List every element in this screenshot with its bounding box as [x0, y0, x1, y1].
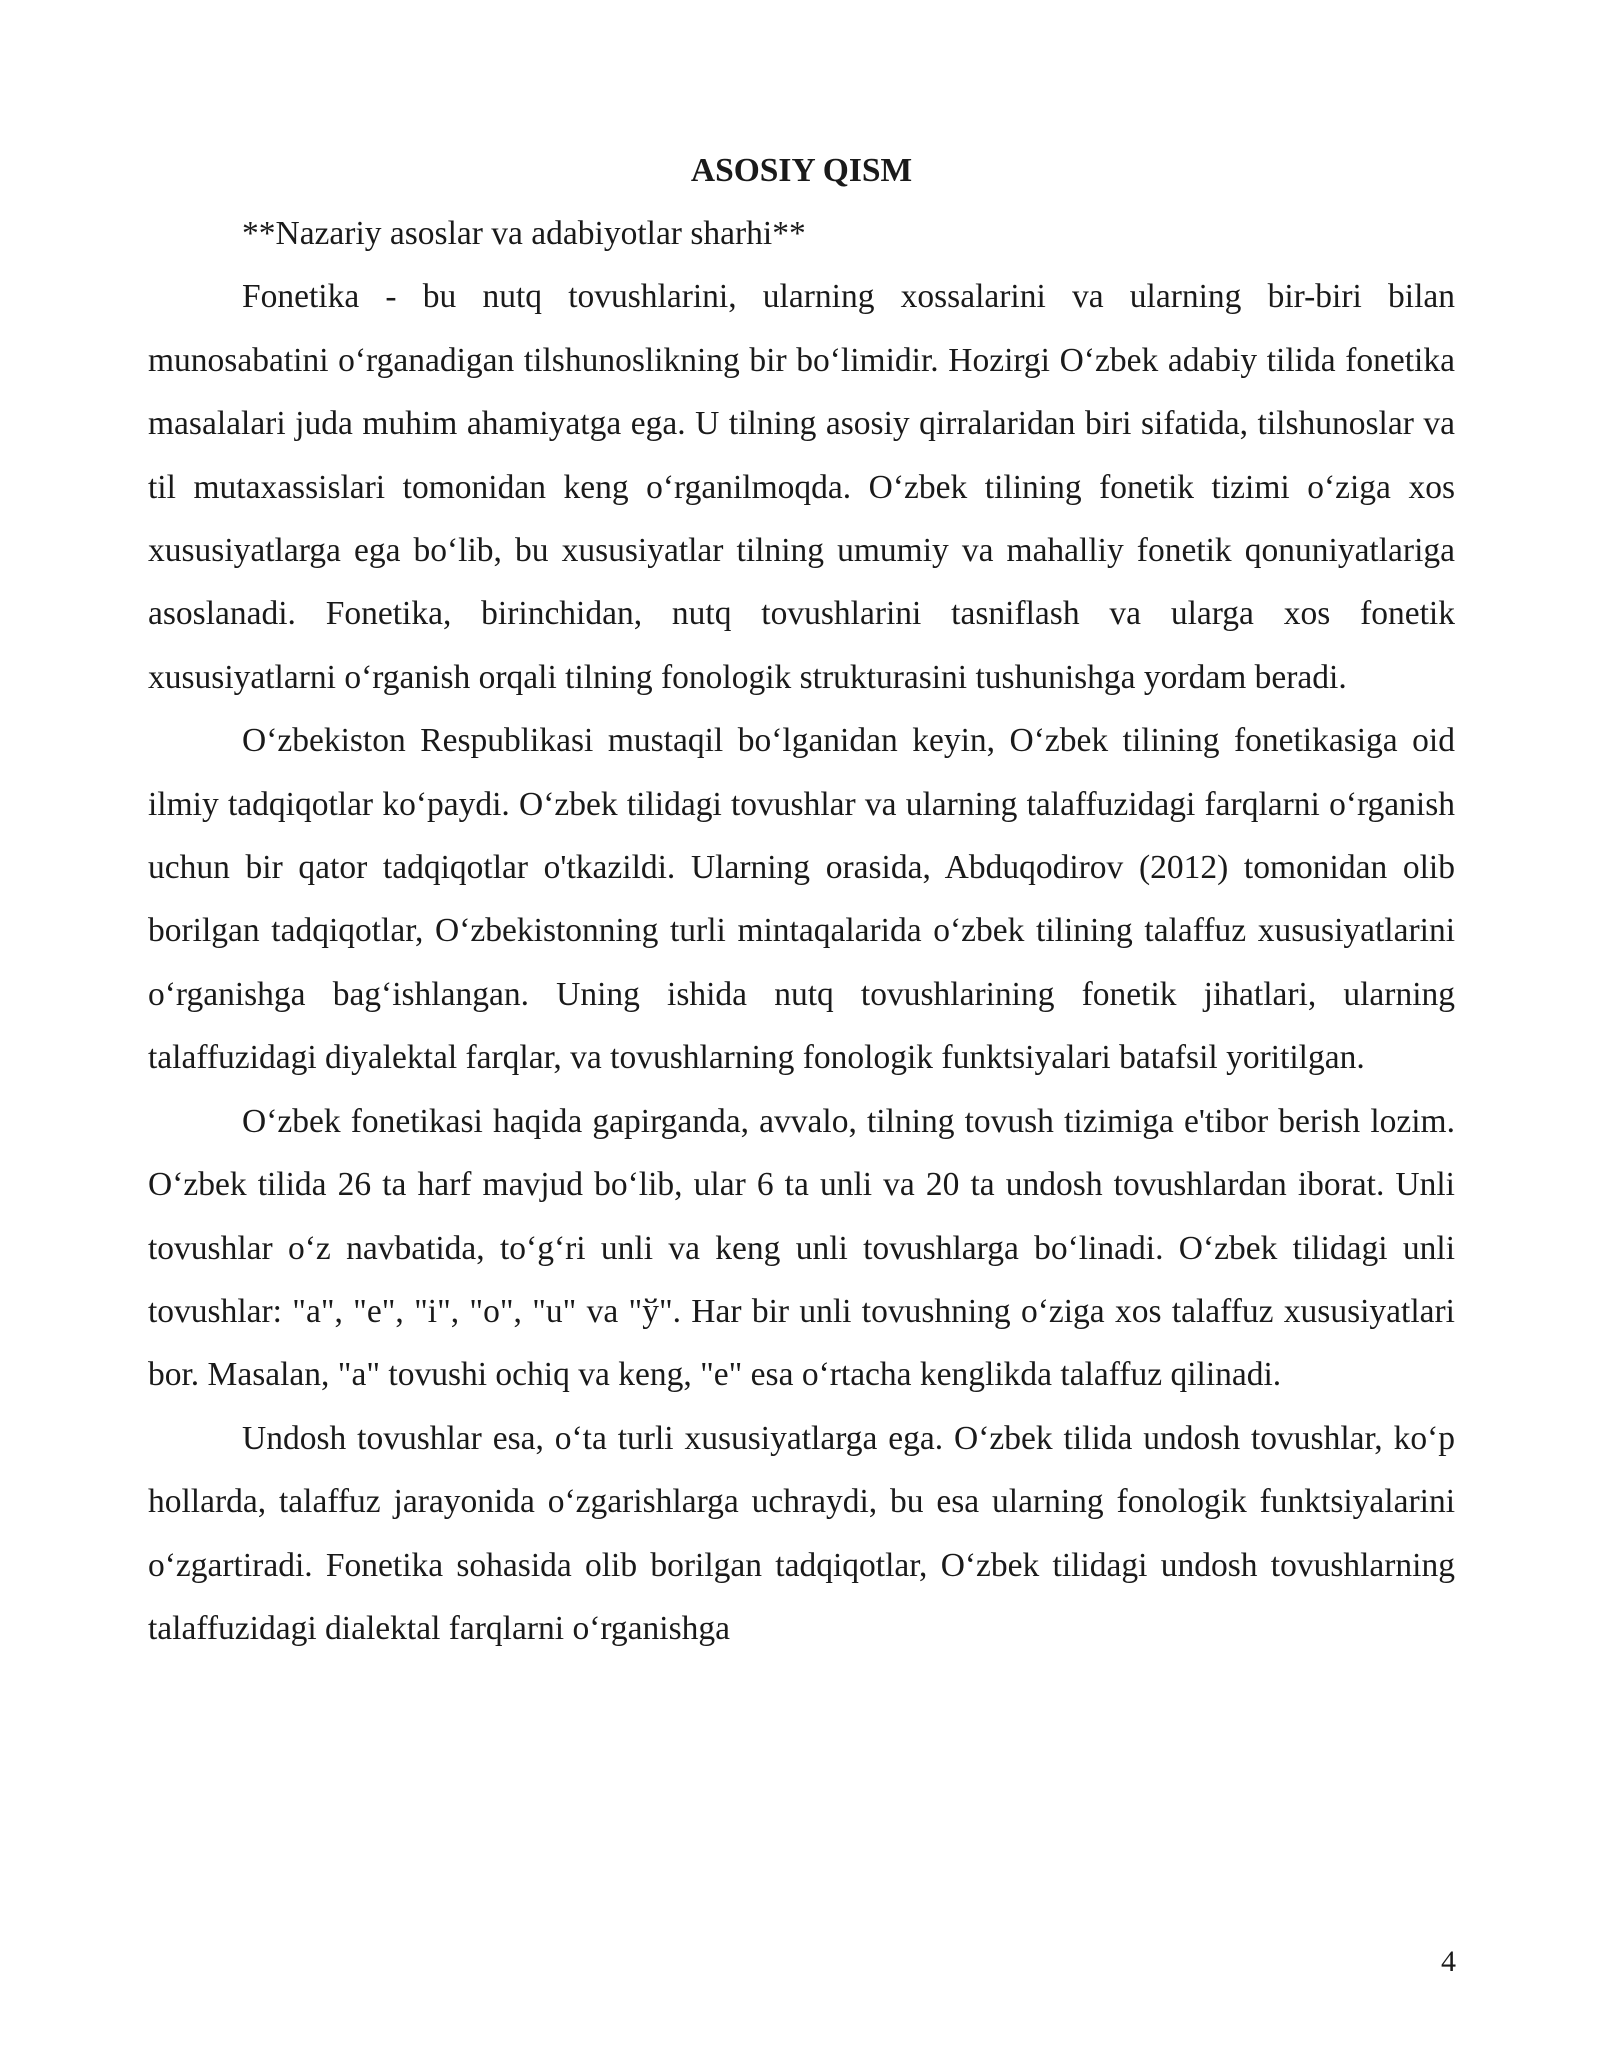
paragraph-vowels: O‘zbek fonetikasi haqida gapirganda, avvalo, tilning tovush tizimiga e'tibor berish lozim. O‘zbek tilida 26 ta harf mavjud bo‘lib, ular 6 ta unli va 20 ta undosh tovushlardan iborat. Unli tovushlar o‘z navbatida, to‘g‘ri unli va keng unli tovushlarga bo‘linadi. O‘zbek tilidagi unli tovushlar: "a", "e", "i", "o", "u" va "ў". Har bir unli tovushning o‘ziga xos talaffuz xususiyatlari bor. Masalan, "a" tovushi ochiq va keng, "e" esa o‘rtacha kenglikda talaffuz qilinadi. — [148, 1102, 1455, 1394]
page-number: 4 — [1441, 1945, 1456, 1978]
paragraph-consonants: Undosh tovushlar esa, o‘ta turli xususiyatlarga ega. O‘zbek tilida undosh tovushlar, ko‘p hollarda, talaffuz jarayonida o‘zgarishlarga uchraydi, bu esa ularning fonologik funktsiyalarini o‘zgartiradi. Fonetika sohasida olib borilgan tadqiqotlar, O‘zbek tilidagi undosh tovushlarning talaffuzidagi dialektal farqlarni o‘rganishga — [148, 1419, 1455, 1647]
page-content — [148, 148, 1455, 1660]
paragraph-fonetika-definition: Fonetika - bu nutq tovushlarini, ularning xossalarini va ularning bir-biri bilan munosabatini o‘rganadigan tilshunoslikning bir bo‘limidir. Hozirgi O‘zbek adabiy tilida fonetika masalalari juda muhim ahamiyatga ega. U tilning asosiy qirralaridan biri sifatida, tilshunoslar va til mutaxassislari tomonidan keng o‘rganilmoqda. O‘zbek tilining fonetik tizimi o‘ziga xos xususiyatlarga ega bo‘lib, bu xususiyatlar tilning umumiy va mahalliy fonetik qonuniyatlariga asoslanadi. Fonetika, birinchidan, nutq tovushlarini tasniflash va ularga xos fonetik xususiyatlarni o‘rganish orqali tilning fonologik strukturasini tushunishga yordam beradi. — [148, 278, 1455, 696]
paragraph-research-history: O‘zbekiston Respublikasi mustaqil bo‘lganidan keyin, O‘zbek tilining fonetikasiga oid ilmiy tadqiqotlar ko‘paydi. O‘zbek tilidagi tovushlar va ularning talaffuzidagi farqlarni o‘rganish uchun bir qator tadqiqotlar o'tkazildi. Ularning orasida, Abduqodirov (2012) tomonidan olib borilgan tadqiqotlar, O‘zbekistonning turli mintaqalarida o‘zbek tilining talaffuz xususiyatlarini o‘rganishga bag‘ishlangan. Uning ishida nutq tovushlarining fonetik jihatlari, ularning talaffuzidagi diyalektal farqlar, va tovushlarning fonologik funktsiyalari batafsil yoritilgan. — [148, 722, 1455, 1077]
subheading: **Nazariy asoslar va adabiyotlar sharhi** — [242, 215, 806, 252]
section-title: ASOSIY QISM — [690, 152, 913, 189]
